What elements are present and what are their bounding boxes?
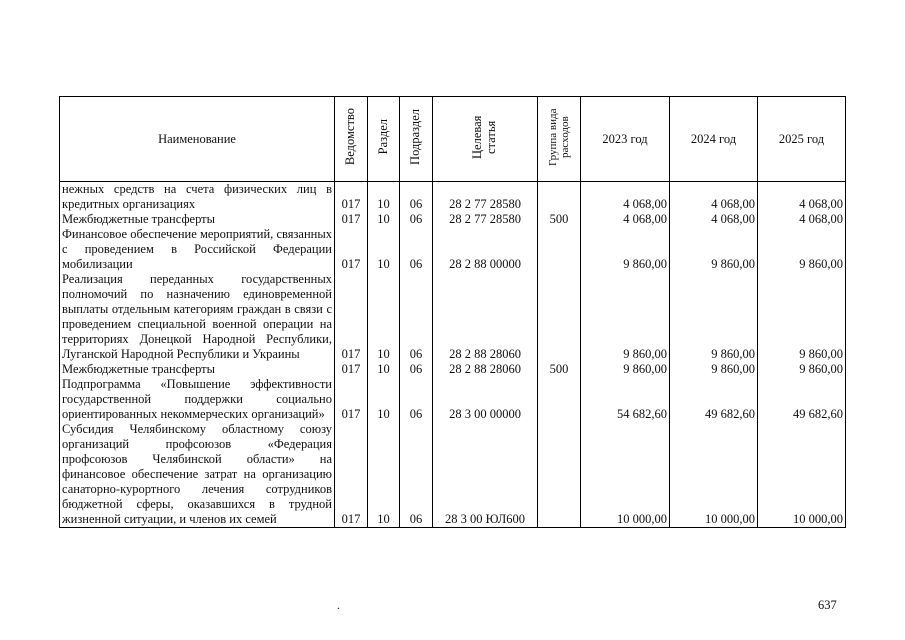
row-dept: 017: [335, 362, 368, 377]
row-2023: 4 068,00: [581, 212, 670, 227]
header-dept: Ведомство: [335, 97, 368, 182]
row-dept: 017: [335, 377, 368, 422]
table-row: [60, 362, 846, 377]
row-name: нежных средств на счета физических лиц в кредитных организациях: [60, 182, 335, 213]
row-target: 28 2 77 28580: [433, 212, 538, 227]
table-row: [60, 182, 846, 213]
row-name: Реализация переданных государственных полномочий по назначению единовременной выплаты отдельным категориям граждан в связи с проведением специальной военной операции на территориях Донецкой Народной Республики, Луганской Народной Республики и Украины: [60, 272, 335, 362]
row-2025: 9 860,00: [758, 272, 846, 362]
header-subsection: Подраздел: [400, 97, 433, 182]
row-dept: 017: [335, 212, 368, 227]
header-target: Целевая статья: [433, 97, 538, 182]
row-2023: 9 860,00: [581, 362, 670, 377]
header-section: Раздел: [368, 97, 400, 182]
row-name: Финансовое обеспечение мероприятий, связанных с проведением в Российской Федерации мобилизации: [60, 227, 335, 272]
row-2024: 49 682,60: [670, 377, 758, 422]
row-name: Межбюджетные трансферты: [60, 212, 335, 227]
row-subsection: 06: [400, 377, 433, 422]
table-row: [60, 272, 846, 362]
row-2025: 49 682,60: [758, 377, 846, 422]
header-2024: 2024 год: [670, 97, 758, 182]
header-name: Наименование: [60, 97, 335, 182]
budget-table: [59, 96, 846, 528]
header-group: Группа вида расходов: [538, 97, 581, 182]
row-name: Подпрограмма «Повышение эффективности государственной поддержки социально ориентированных некоммерческих организаций»: [60, 377, 335, 422]
row-subsection: 06: [400, 182, 433, 213]
row-group: 500: [538, 212, 581, 227]
row-group: [538, 182, 581, 213]
table-row: [60, 422, 846, 528]
row-section: 10: [368, 227, 400, 272]
row-subsection: 06: [400, 227, 433, 272]
row-target: 28 3 00 ЮЛ600: [433, 422, 538, 528]
row-subsection: 06: [400, 422, 433, 528]
row-2024: 9 860,00: [670, 362, 758, 377]
row-section: 10: [368, 212, 400, 227]
row-2023: 54 682,60: [581, 377, 670, 422]
row-target: 28 2 77 28580: [433, 182, 538, 213]
row-subsection: 06: [400, 212, 433, 227]
row-target: 28 2 88 28060: [433, 272, 538, 362]
row-dept: 017: [335, 422, 368, 528]
row-2025: 10 000,00: [758, 422, 846, 528]
row-subsection: 06: [400, 272, 433, 362]
row-2024: 10 000,00: [670, 422, 758, 528]
table-header-row: [60, 97, 846, 182]
row-2023: 4 068,00: [581, 182, 670, 213]
row-section: 10: [368, 272, 400, 362]
row-2025: 9 860,00: [758, 362, 846, 377]
row-target: 28 2 88 00000: [433, 227, 538, 272]
row-2024: 9 860,00: [670, 227, 758, 272]
row-group: [538, 377, 581, 422]
table-row: [60, 377, 846, 422]
row-section: 10: [368, 362, 400, 377]
row-name: Субсидия Челябинскому областному союзу организаций профсоюзов «Федерация профсоюзов Челябинской области» на финансовое обеспечение затрат на организацию санаторно-курортного лечения сотрудников бюджетной сферы, оказавшихся в трудной жизненной ситуации, и членов их семей: [60, 422, 335, 528]
footer-dot: .: [337, 598, 340, 612]
row-target: 28 2 88 28060: [433, 362, 538, 377]
row-2024: 4 068,00: [670, 182, 758, 213]
row-section: 10: [368, 182, 400, 213]
table-row: [60, 212, 846, 227]
row-group: [538, 227, 581, 272]
row-2024: 9 860,00: [670, 272, 758, 362]
row-2025: 4 068,00: [758, 212, 846, 227]
row-subsection: 06: [400, 362, 433, 377]
row-2025: 9 860,00: [758, 227, 846, 272]
header-2023: 2023 год: [581, 97, 670, 182]
row-2023: 9 860,00: [581, 227, 670, 272]
row-group: 500: [538, 362, 581, 377]
row-group: [538, 422, 581, 528]
row-target: 28 3 00 00000: [433, 377, 538, 422]
row-dept: 017: [335, 227, 368, 272]
row-2025: 4 068,00: [758, 182, 846, 213]
row-2023: 10 000,00: [581, 422, 670, 528]
row-dept: 017: [335, 182, 368, 213]
budget-table-container: [59, 96, 845, 528]
row-section: 10: [368, 377, 400, 422]
row-dept: 017: [335, 272, 368, 362]
header-2025: 2025 год: [758, 97, 846, 182]
table-row: [60, 227, 846, 272]
row-2023: 9 860,00: [581, 272, 670, 362]
row-section: 10: [368, 422, 400, 528]
row-2024: 4 068,00: [670, 212, 758, 227]
row-group: [538, 272, 581, 362]
page-number: 637: [818, 598, 837, 612]
row-name: Межбюджетные трансферты: [60, 362, 335, 377]
